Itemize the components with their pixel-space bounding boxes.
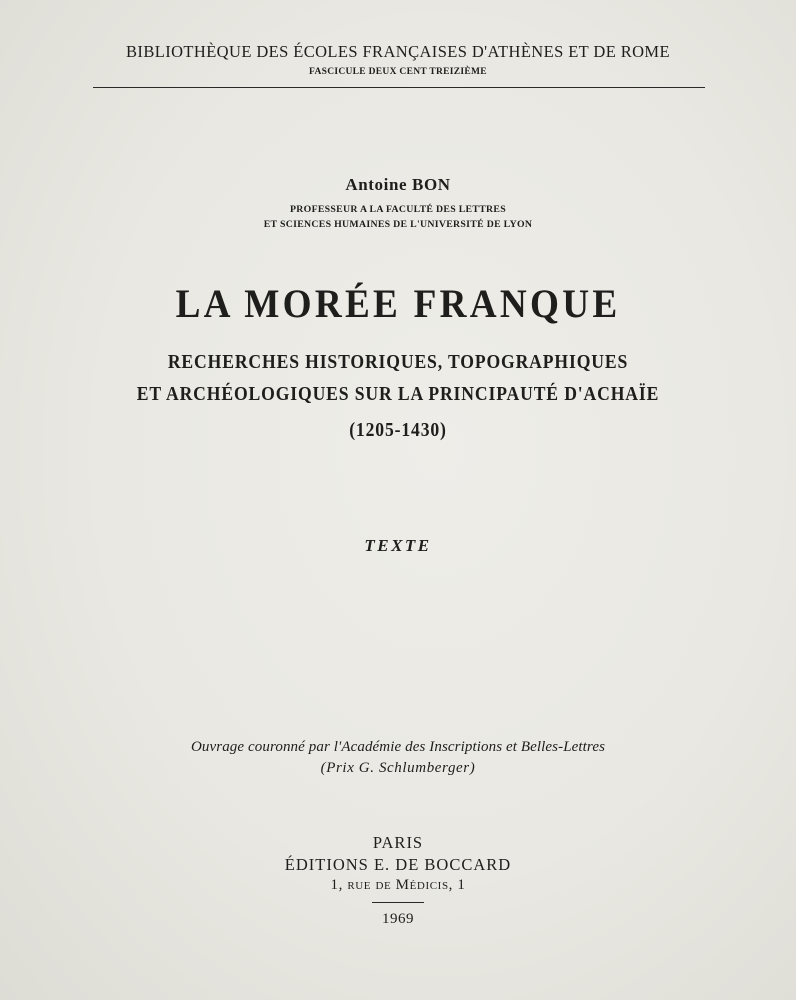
author-name <box>0 175 796 195</box>
fascicule-number: FASCICULE DEUX CENT TREIZIÈME <box>309 67 487 77</box>
address-number: 1, <box>330 877 343 893</box>
series-title: BIBLIOTHÈQUE DES ÉCOLES FRANÇAISES D'ATHÈNES ET DE ROME <box>126 42 670 61</box>
author-first-name: Antoine <box>345 175 408 194</box>
book-subtitle-line1: RECHERCHES HISTORIQUES, TOPOGRAPHIQUES <box>167 351 629 373</box>
author-affiliation-line2: ET SCIENCES HUMAINES DE L'UNIVERSITÉ DE LYON <box>263 219 533 230</box>
award-line1: Ouvrage couronné par l'Académie des Inscriptions et Belles-Lettres <box>190 739 606 755</box>
author-last-name: BON <box>412 175 451 194</box>
address-suffix: 1 <box>457 877 466 893</box>
header-rule <box>93 87 705 88</box>
book-subtitle-line2: ET ARCHÉOLOGIQUES SUR LA PRINCIPAUTÉ D'ACHAÏE <box>136 383 660 405</box>
book-dates: (1205-1430) <box>349 419 447 441</box>
award-line2: (Prix G. Schlumberger) <box>320 760 476 776</box>
publisher-name: ÉDITIONS E. DE BOCCARD <box>284 855 512 874</box>
publisher-address <box>0 877 796 894</box>
publication-year: 1969 <box>382 911 414 927</box>
volume-label: TEXTE <box>364 536 432 555</box>
author-affiliation-line1: PROFESSEUR A LA FACULTÉ DES LETTRES <box>289 204 507 215</box>
publisher-city: PARIS <box>372 833 424 852</box>
book-title: LA MORÉE FRANQUE <box>175 281 621 326</box>
address-street: rue de Médicis, <box>347 877 454 893</box>
imprint-rule <box>372 902 424 903</box>
